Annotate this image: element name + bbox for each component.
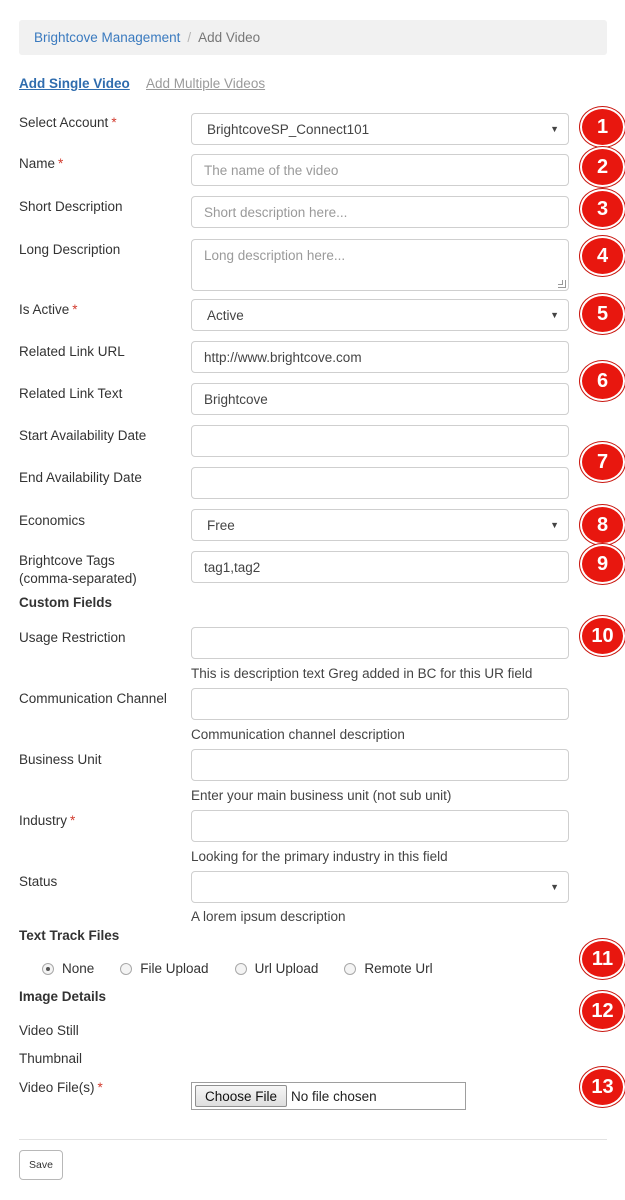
select-account-dropdown[interactable]: [191, 113, 569, 145]
radio-icon[interactable]: [42, 963, 54, 975]
economics-label: Economics: [19, 513, 86, 528]
tab-add-multiple-videos[interactable]: Add Multiple Videos: [146, 76, 266, 91]
brightcove-tags-input[interactable]: [191, 551, 569, 583]
required-marker: *: [111, 115, 117, 130]
name-placeholder: The name of the video: [204, 162, 339, 178]
brightcove-tags-label-line1: Brightcove Tags: [19, 553, 115, 568]
tab-add-single-video[interactable]: Add Single Video: [19, 76, 130, 91]
caret-down-icon: ▼: [550, 124, 559, 134]
end-availability-date-label: End Availability Date: [19, 470, 142, 485]
communication-channel-label: Communication Channel: [19, 691, 167, 706]
status-label: Status: [19, 874, 58, 889]
name-label: [19, 155, 63, 173]
is-active-label: [19, 301, 78, 319]
callout-badge-7: 7: [580, 442, 625, 482]
usage-restriction-help: This is description text Greg added in BC for this UR field: [191, 666, 533, 681]
economics-dropdown[interactable]: [191, 509, 569, 541]
short-description-input[interactable]: [191, 196, 569, 228]
is-active-label-text: Is Active: [19, 302, 70, 317]
brightcove-tags-value: tag1,tag2: [204, 559, 261, 575]
radio-label-file-upload: File Upload: [140, 961, 209, 976]
usage-restriction-input[interactable]: [191, 627, 569, 659]
related-link-url-label: Related Link URL: [19, 344, 125, 359]
callout-badge-3: 3: [580, 189, 625, 229]
communication-channel-input[interactable]: [191, 688, 569, 720]
long-description-placeholder: Long description here...: [204, 248, 346, 263]
choose-file-button[interactable]: Choose File: [195, 1085, 287, 1107]
callout-badge-5: 5: [580, 294, 625, 334]
radio-label-url-upload: Url Upload: [254, 961, 319, 976]
short-description-placeholder: Short description here...: [204, 204, 348, 220]
related-link-text-input[interactable]: [191, 383, 569, 415]
related-link-text-label: Related Link Text: [19, 386, 123, 401]
end-availability-date-input[interactable]: [191, 467, 569, 499]
thumbnail-label: Thumbnail: [19, 1051, 83, 1066]
breadcrumb-link-brightcove-management[interactable]: Brightcove Management: [34, 30, 181, 45]
economics-value: Free: [207, 517, 235, 533]
image-details-heading: Image Details: [19, 989, 107, 1004]
breadcrumb: [19, 20, 607, 55]
custom-fields-heading: Custom Fields: [19, 595, 113, 610]
file-status: No file chosen: [291, 1088, 377, 1104]
radio-option-remote-url[interactable]: [344, 961, 432, 976]
callout-badge-13: 13: [580, 1067, 625, 1107]
usage-restriction-label: Usage Restriction: [19, 630, 126, 645]
status-help: A lorem ipsum description: [191, 909, 346, 924]
industry-input[interactable]: [191, 810, 569, 842]
related-link-url-input[interactable]: [191, 341, 569, 373]
is-active-dropdown[interactable]: [191, 299, 569, 331]
text-track-files-heading: Text Track Files: [19, 928, 120, 943]
callout-badge-1: 1: [580, 107, 625, 147]
related-link-text-value: Brightcove: [204, 391, 268, 407]
industry-label-text: Industry: [19, 813, 68, 828]
business-unit-label: Business Unit: [19, 752, 102, 767]
required-marker: *: [97, 1080, 103, 1095]
related-link-url-value: http://www.brightcove.com: [204, 349, 362, 365]
select-account-label-text: Select Account: [19, 115, 109, 130]
radio-option-url-upload[interactable]: [235, 961, 319, 976]
callout-badge-2: 2: [580, 147, 625, 187]
radio-icon[interactable]: [235, 963, 247, 975]
name-label-text: Name: [19, 156, 56, 171]
required-marker: *: [70, 813, 76, 828]
radio-option-none[interactable]: [42, 961, 94, 976]
save-button[interactable]: Save: [19, 1150, 63, 1180]
video-files-label-text: Video File(s): [19, 1080, 95, 1095]
caret-down-icon: ▼: [550, 310, 559, 320]
required-marker: *: [72, 302, 78, 317]
business-unit-input[interactable]: [191, 749, 569, 781]
brightcove-tags-label-line2: (comma-separated): [19, 571, 137, 586]
video-files-label: [19, 1079, 103, 1097]
callout-badge-8: 8: [580, 505, 625, 545]
callout-badge-6: 6: [580, 361, 625, 401]
required-marker: *: [58, 156, 64, 171]
radio-label-none: None: [62, 961, 95, 976]
communication-channel-help: Communication channel description: [191, 727, 405, 742]
radio-option-file-upload[interactable]: [120, 961, 208, 976]
select-account-value: BrightcoveSP_Connect101: [207, 121, 370, 137]
brightcove-tags-label: [19, 552, 137, 588]
industry-help: Looking for the primary industry in this field: [191, 849, 448, 864]
short-description-label: Short Description: [19, 199, 123, 214]
callout-badge-4: 4: [580, 236, 625, 276]
resize-grip-icon[interactable]: [558, 280, 566, 288]
start-availability-date-label: Start Availability Date: [19, 428, 147, 443]
select-account-label: [19, 114, 117, 132]
form-divider: [19, 1139, 607, 1140]
callout-badge-11: 11: [580, 939, 625, 979]
long-description-textarea[interactable]: [191, 239, 569, 291]
radio-icon[interactable]: [120, 963, 132, 975]
start-availability-date-input[interactable]: [191, 425, 569, 457]
is-active-value: Active: [207, 307, 244, 323]
radio-icon[interactable]: [344, 963, 356, 975]
callout-badge-12: 12: [580, 991, 625, 1031]
text-track-radio-group: [42, 961, 459, 976]
radio-label-remote-url: Remote Url: [364, 961, 433, 976]
status-dropdown[interactable]: [191, 871, 569, 903]
video-still-label: Video Still: [19, 1023, 79, 1038]
callout-badge-9: 9: [580, 544, 625, 584]
business-unit-help: Enter your main business unit (not sub unit): [191, 788, 452, 803]
name-input[interactable]: [191, 154, 569, 186]
caret-down-icon: ▼: [550, 882, 559, 892]
breadcrumb-separator: /: [187, 30, 192, 45]
breadcrumb-current: Add Video: [198, 30, 261, 45]
caret-down-icon: ▼: [550, 520, 559, 530]
long-description-label: Long Description: [19, 242, 121, 257]
video-file-input[interactable]: [191, 1082, 466, 1110]
industry-label: [19, 812, 75, 830]
callout-badge-10: 10: [580, 616, 625, 656]
